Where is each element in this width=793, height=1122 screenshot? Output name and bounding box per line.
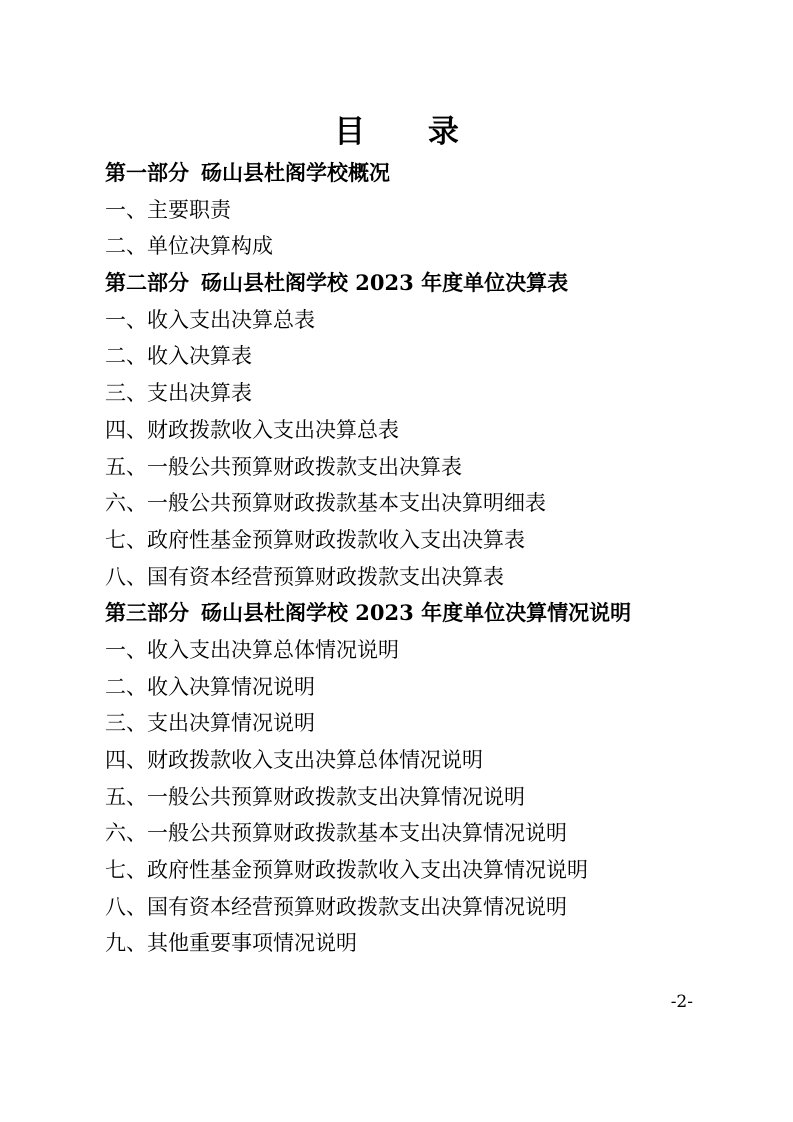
- toc-item: 二、收入决算情况说明: [105, 674, 315, 699]
- toc-item: 五、一般公共预算财政拨款支出决算表: [105, 454, 462, 479]
- toc-item: 七、政府性基金预算财政拨款收入支出决算表: [105, 527, 525, 552]
- toc-part-heading: [105, 595, 725, 632]
- toc-item: 三、支出决算表: [105, 381, 252, 406]
- toc-item: 二、单位决算构成: [105, 234, 273, 259]
- part-name: 砀山县杜阁学校 2023 年度单位决算情况说明: [201, 600, 632, 626]
- page-title: 目 录: [334, 114, 485, 150]
- toc-item: 五、一般公共预算财政拨款支出决算情况说明: [105, 784, 525, 809]
- part-name: 砀山县杜阁学校 2023 年度单位决算表: [201, 270, 569, 296]
- toc-item: 九、其他重要事项情况说明: [105, 931, 357, 956]
- toc-item: 三、支出决算情况说明: [105, 711, 315, 736]
- toc-item: 四、财政拨款收入支出决算总表: [105, 417, 399, 442]
- table-of-contents: [105, 155, 725, 962]
- page-number: -2-: [670, 992, 693, 1012]
- toc-item: 四、财政拨款收入支出决算总体情况说明: [105, 748, 483, 772]
- part-label: 第二部分: [105, 270, 189, 296]
- toc-item: 六、一般公共预算财政拨款基本支出决算明细表: [105, 491, 546, 516]
- toc-part-heading: [105, 155, 725, 192]
- part-label: 第一部分: [105, 160, 189, 185]
- toc-part-heading: [105, 265, 725, 302]
- toc-item: 八、国有资本经营预算财政拨款支出决算表: [105, 564, 504, 589]
- toc-item: 七、政府性基金预算财政拨款收入支出决算情况说明: [105, 858, 588, 883]
- toc-item: 八、国有资本经营预算财政拨款支出决算情况说明: [105, 894, 567, 919]
- toc-item: 一、收入支出决算总表: [105, 307, 315, 332]
- toc-item: 二、收入决算表: [105, 344, 252, 369]
- part-label: 第三部分: [105, 600, 189, 626]
- part-name: 砀山县杜阁学校概况: [201, 160, 390, 185]
- toc-item: 一、收入支出决算总体情况说明: [105, 637, 399, 662]
- toc-item: 六、一般公共预算财政拨款基本支出决算情况说明: [105, 821, 567, 846]
- toc-item: 一、主要职责: [105, 197, 231, 222]
